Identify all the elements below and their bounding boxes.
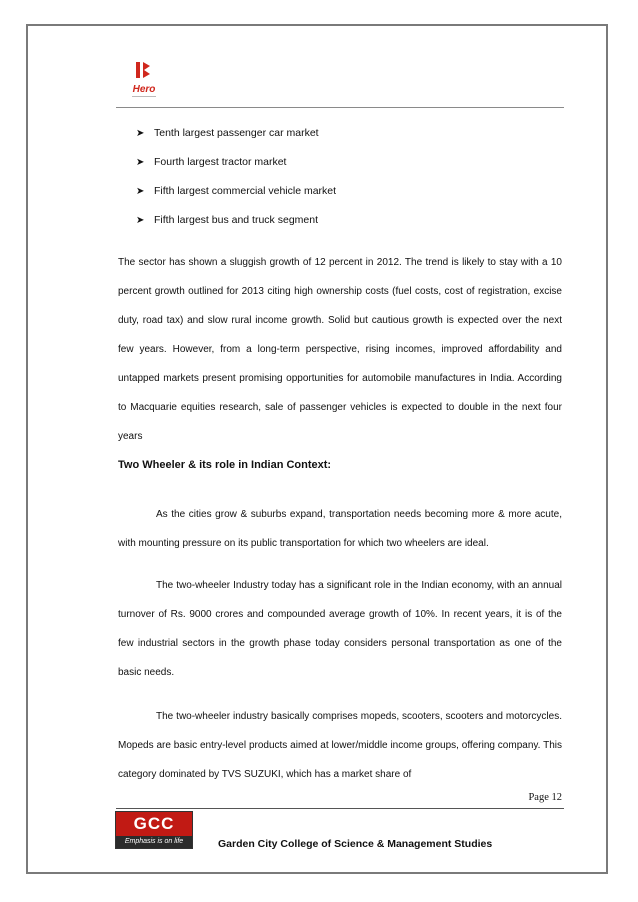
logo-wordmark: Hero: [132, 84, 156, 95]
hero-logo: [124, 60, 164, 102]
body-paragraph: The two-wheeler Industry today has a significant role in the Indian economy, with an annual turnover of Rs. 9000 crores and compounded average growth of 10%. In recent years, it is of the few industrial sectors in the growth phase today considers personal transportation as one of the basic needs.: [118, 580, 562, 678]
bullet-text: Fifth largest bus and truck segment: [154, 214, 318, 226]
arrow-bullet-icon: ➤: [136, 186, 145, 197]
body-paragraph: As the cities grow & suburbs expand, transportation needs becoming more & more acute, with mounting pressure on its public transportation for which two wheelers are ideal.: [118, 509, 562, 549]
bullet-item: [136, 214, 318, 226]
bullet-item: [136, 185, 336, 197]
section-heading: Two Wheeler & its role in Indian Context:: [118, 459, 332, 471]
header-rule: [116, 107, 564, 108]
footer-rule: [116, 808, 564, 809]
gcc-logo-tagline: Emphasis is on life: [116, 836, 192, 848]
page-number: Page 12: [528, 792, 562, 803]
arrow-bullet-icon: ➤: [136, 128, 145, 139]
body-paragraph: The sector has shown a sluggish growth of 12 percent in 2012. The trend is likely to stay with a 10 percent growth outlined for 2013 citing high ownership costs (fuel costs, cost of registration, excise duty, road tax) and slow rural income growth. Solid but cautious growth is expected over the next few years. However, from a long-term perspective, rising incomes, improved affordability and untapped markets present promising opportunities for automobile manufactures in India. According to Macquarie equities research, sale of passenger vehicles is expected to double in the next four years: [118, 257, 562, 442]
arrow-bullet-icon: ➤: [136, 215, 145, 226]
body-paragraph: The two-wheeler industry basically comprises mopeds, scooters, scooters and motorcycles. Mopeds are basic entry-level products aimed at lower/middle income groups, offering company. This category dominated by TVS SUZUKI, which has a market share of: [118, 711, 562, 780]
bullet-text: Tenth largest passenger car market: [154, 127, 319, 139]
bullet-text: Fifth largest commercial vehicle market: [154, 185, 337, 197]
bullet-item: [136, 156, 286, 168]
gcc-logo: [115, 811, 193, 849]
college-name: Garden City College of Science & Management Studies: [218, 838, 493, 850]
bullet-item: [136, 127, 319, 139]
arrow-bullet-icon: ➤: [136, 157, 145, 168]
gcc-logo-letters: GCC: [133, 814, 175, 833]
bullet-text: Fourth largest tractor market: [154, 156, 287, 168]
